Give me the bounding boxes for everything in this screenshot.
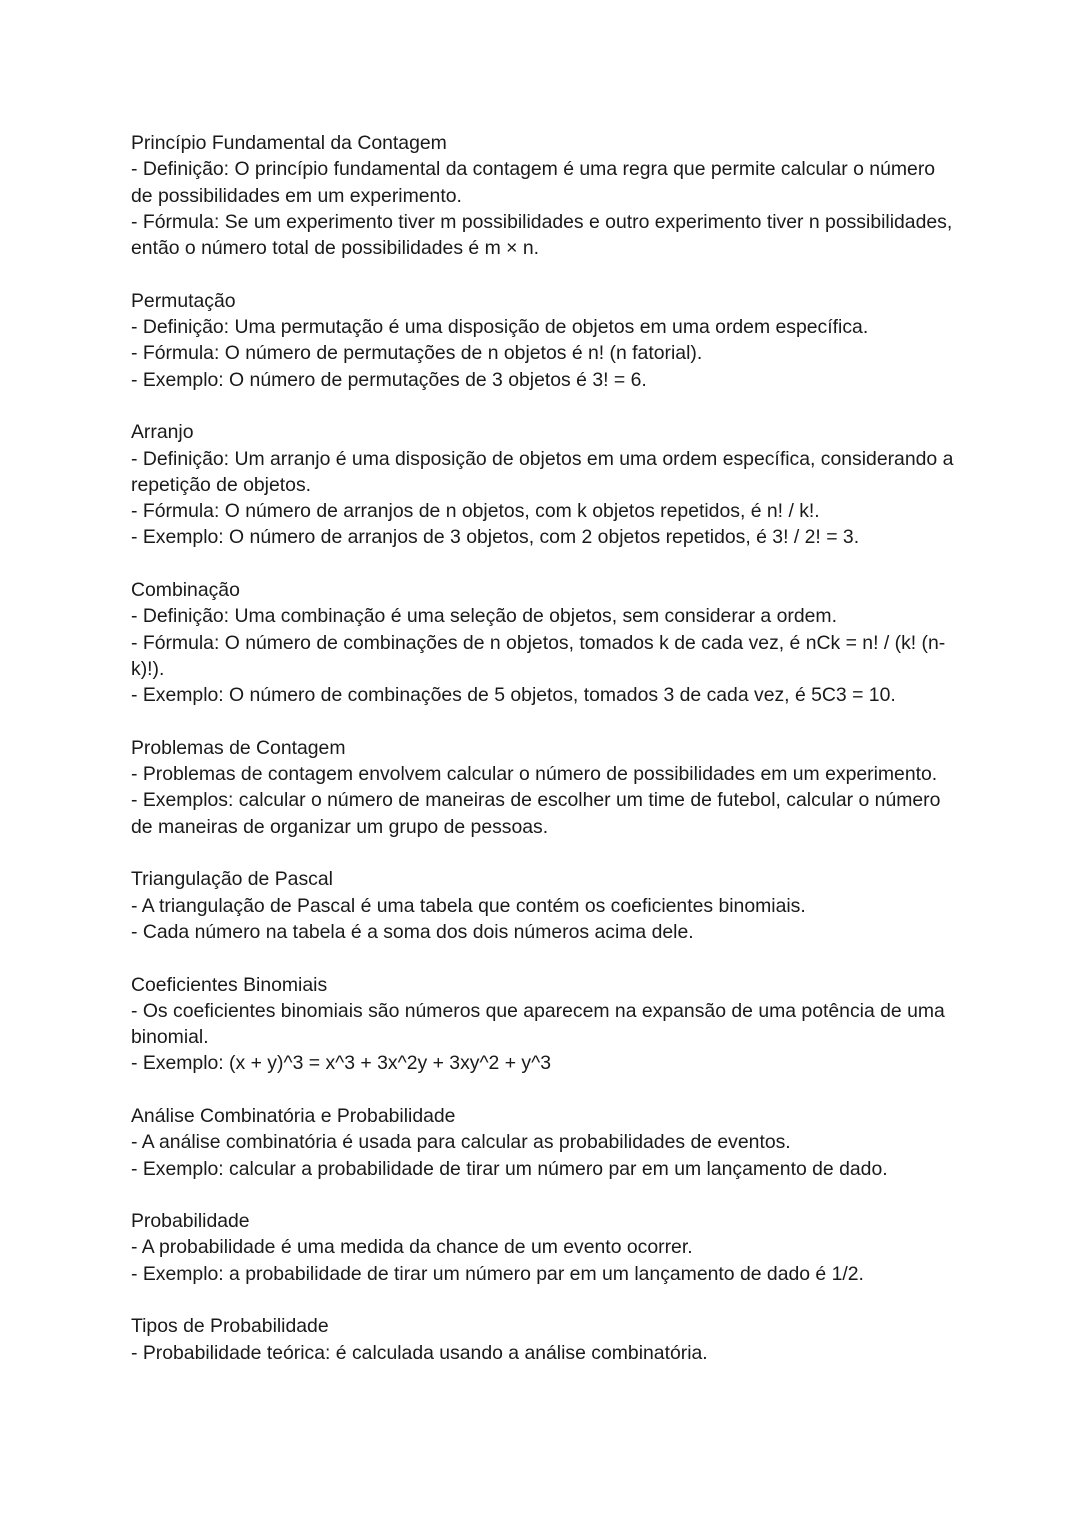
section-combinacao [131, 577, 961, 708]
description-line: - Cada número na tabela é a soma dos dois números acima dele. [131, 920, 694, 943]
example-line: - Exemplo: O número de permutações de 3 objetos é 3! = 6. [131, 368, 647, 391]
description-line: - A probabilidade é uma medida da chance de um evento ocorrer. [131, 1236, 693, 1259]
section-title: Coeficientes Binomiais [131, 973, 328, 996]
section-tipos-probabilidade [131, 1313, 961, 1366]
section-problemas-contagem [131, 735, 961, 840]
section-principio-fundamental [131, 130, 961, 261]
definition-line: - Definição: O princípio fundamental da contagem é uma regra que permite calcular o número de possibilidades em um experimento. [131, 158, 936, 207]
section-triangulacao-pascal [131, 866, 961, 945]
section-title: Princípio Fundamental da Contagem [131, 132, 447, 154]
example-line: - Exemplo: calcular a probabilidade de tirar um número par em um lançamento de dado. [131, 1157, 888, 1180]
section-title: Problemas de Contagem [131, 736, 346, 759]
description-line: - Os coeficientes binomiais são números que aparecem na expansão de uma potência de uma binomial. [131, 999, 945, 1049]
section-title: Análise Combinatória e Probabilidade [131, 1104, 456, 1127]
description-line: - A análise combinatória é usada para calcular as probabilidades de eventos. [131, 1131, 791, 1154]
section-title: Combinação [131, 579, 240, 602]
section-title: Permutação [131, 289, 236, 312]
description-line: - Probabilidade teórica: é calculada usando a análise combinatória. [131, 1341, 708, 1364]
section-title: Triangulação de Pascal [131, 868, 333, 891]
section-analise-probabilidade [131, 1103, 961, 1182]
definition-line: - Definição: Uma combinação é uma seleção de objetos, sem considerar a ordem. [131, 605, 837, 628]
example-line: - Exemplo: a probabilidade de tirar um número par em um lançamento de dado é 1/2. [131, 1262, 864, 1285]
section-title: Probabilidade [131, 1210, 250, 1233]
example-line: - Exemplo: O número de arranjos de 3 objetos, com 2 objetos repetidos, é 3! / 2! = 3. [131, 526, 860, 549]
example-line: - Exemplo: (x + y)^3 = x^3 + 3x^2y + 3xy^2 + y^3 [131, 1052, 552, 1075]
example-line: - Exemplo: O número de combinações de 5 objetos, tomados 3 de cada vez, é 5C3 = 10. [131, 684, 896, 707]
formula-line: - Fórmula: O número de arranjos de n objetos, com k objetos repetidos, é n! / k!. [131, 500, 820, 523]
formula-line: - Fórmula: Se um experimento tiver m possibilidades e outro experimento tiver n possibilidades, então o número total de possibilidades é m × n. [131, 210, 953, 260]
formula-line: - Fórmula: O número de permutações de n objetos é n! (n fatorial). [131, 342, 703, 365]
example-line: - Exemplos: calcular o número de maneiras de escolher um time de futebol, calcular o número de maneiras de organizar um grupo de pessoas. [131, 789, 941, 838]
description-line: - Problemas de contagem envolvem calcular o número de possibilidades em um experimento. [131, 763, 938, 786]
section-title: Tipos de Probabilidade [131, 1315, 329, 1338]
section-permutacao [131, 288, 961, 393]
formula-line: - Fórmula: O número de combinações de n objetos, tomados k de cada vez, é nCk = n! / (k! (n-k)!). [131, 631, 946, 680]
definition-line: - Definição: Um arranjo é uma disposição de objetos em uma ordem específica, considerando a repetição de objetos. [131, 447, 954, 496]
document-page [131, 130, 961, 1392]
description-line: - A triangulação de Pascal é uma tabela que contém os coeficientes binomiais. [131, 894, 806, 917]
section-title: Arranjo [131, 421, 194, 444]
section-probabilidade [131, 1208, 961, 1287]
section-arranjo [131, 419, 961, 550]
definition-line: - Definição: Uma permutação é uma disposição de objetos em uma ordem específica. [131, 316, 869, 339]
section-coeficientes-binomiais [131, 972, 961, 1077]
